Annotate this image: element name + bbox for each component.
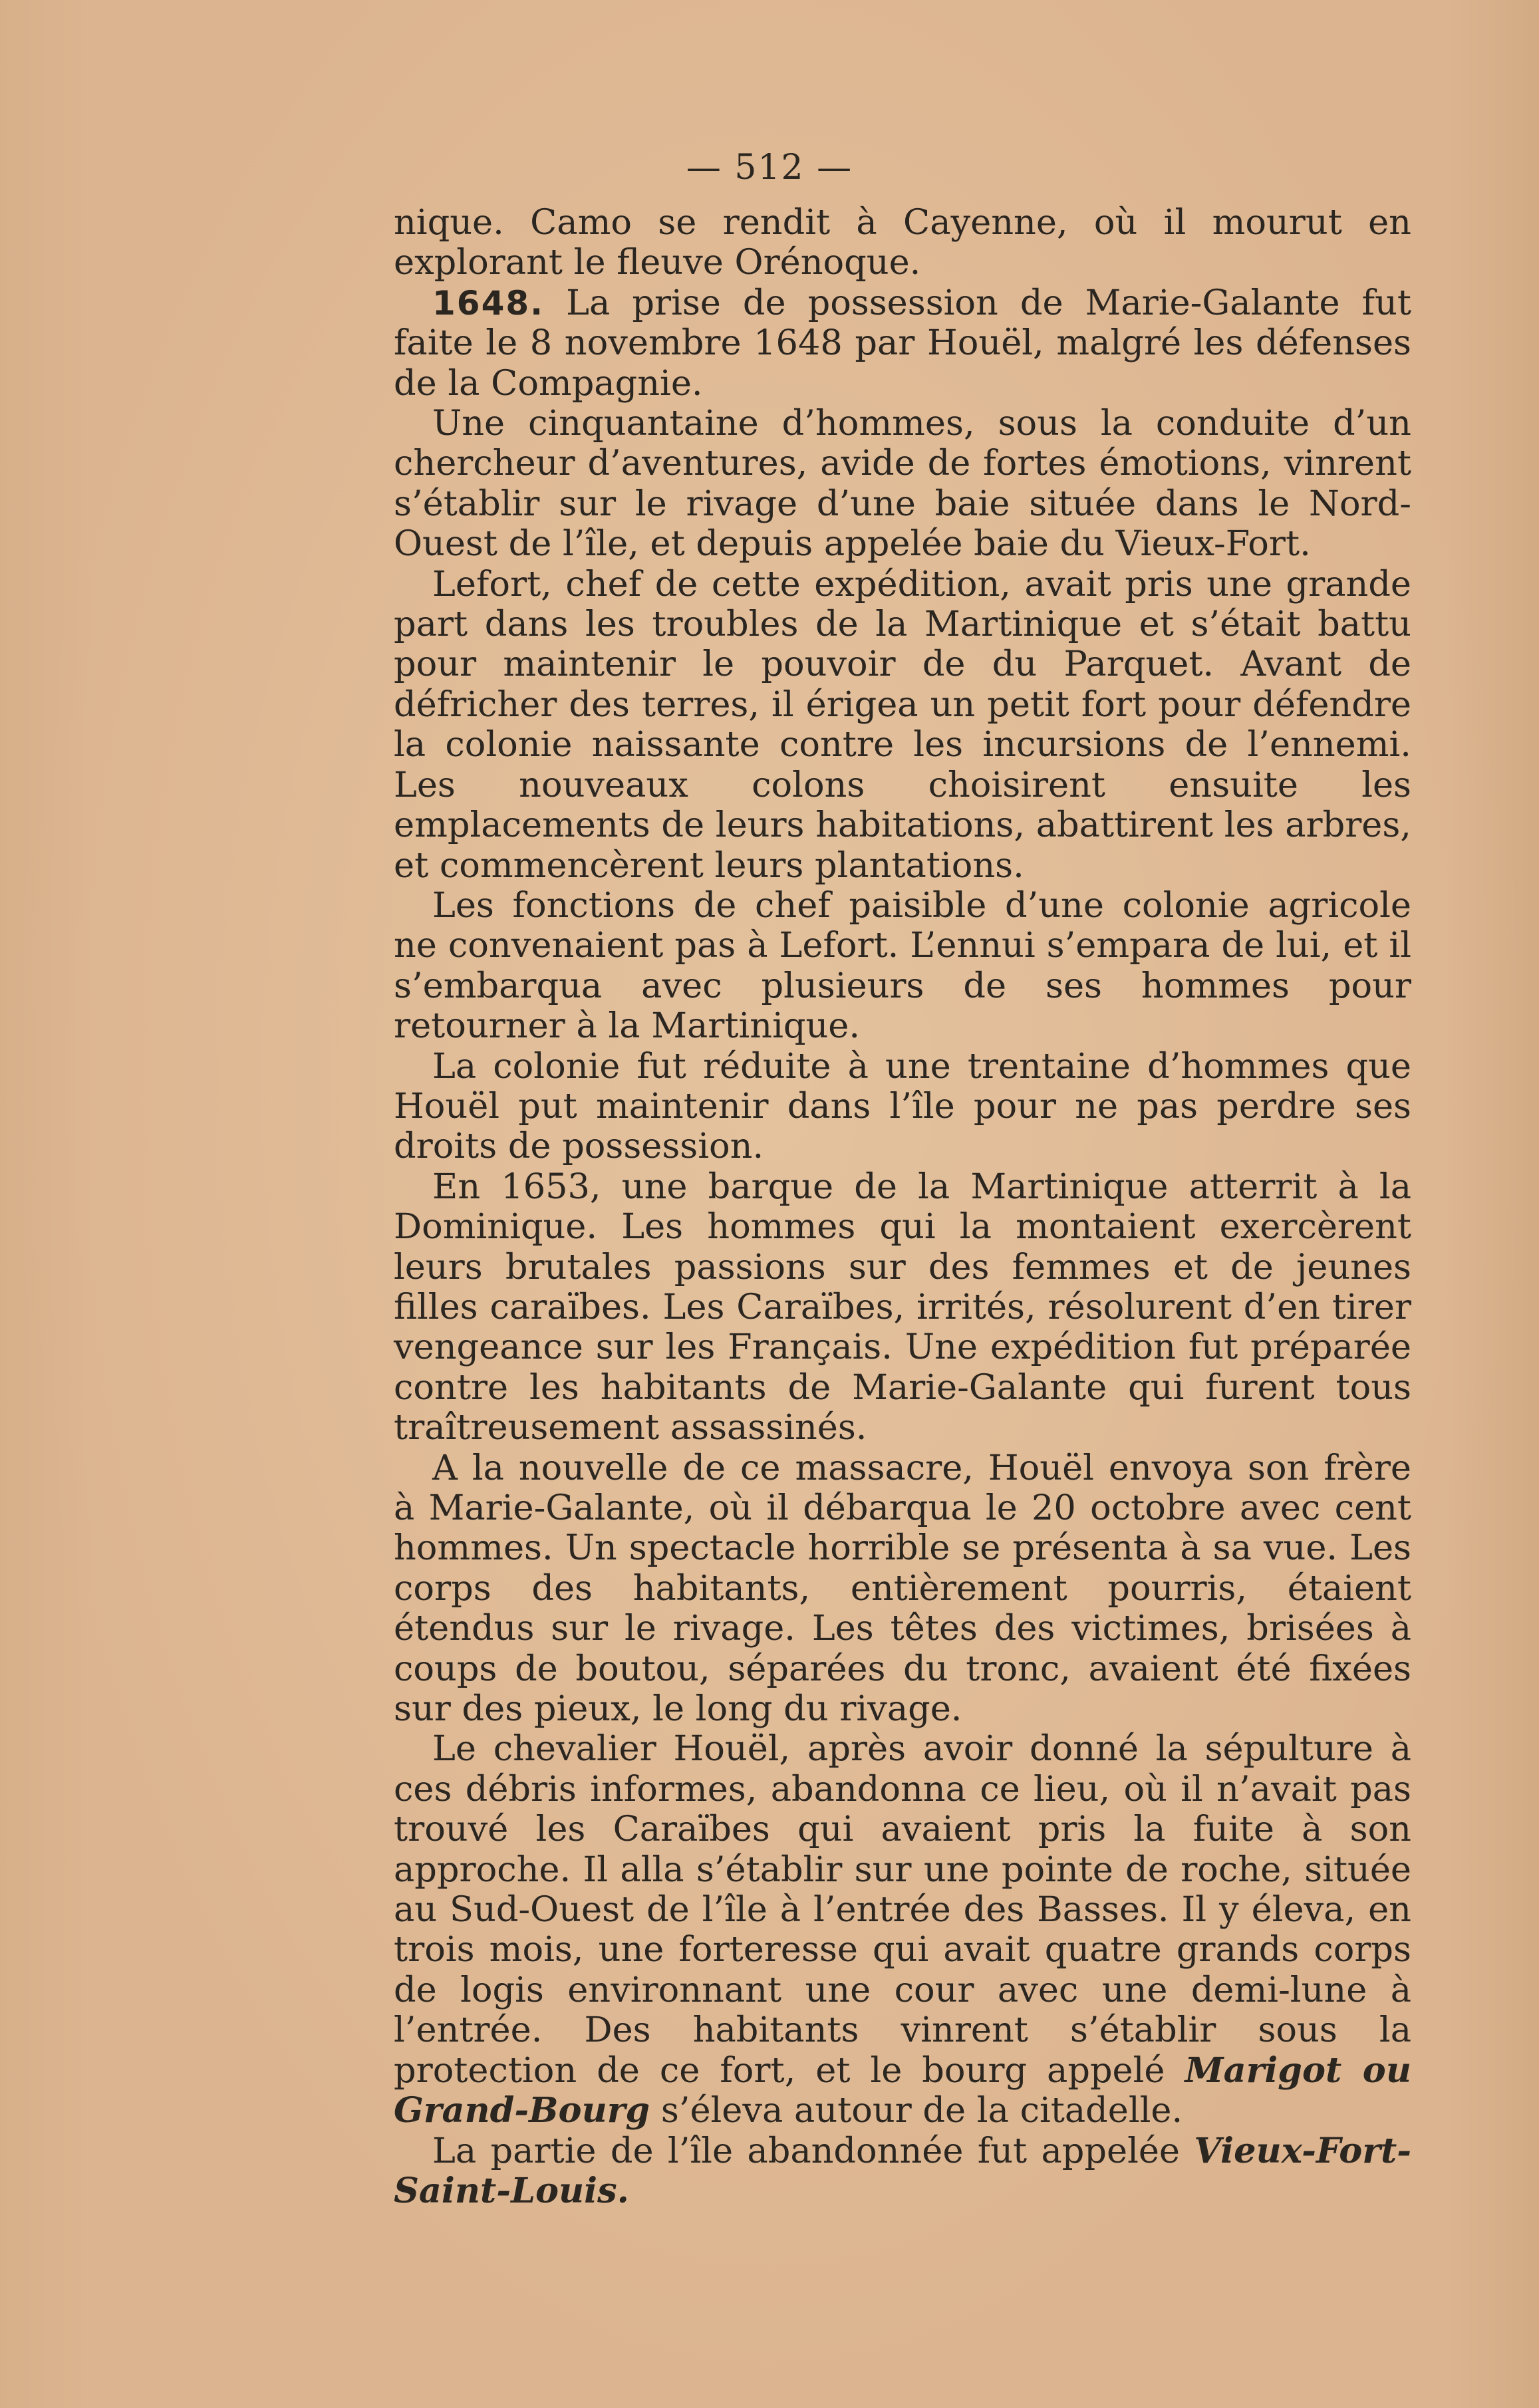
paragraph-text: nique. Camo se rendit à Cayenne, où il mourut en explorant le fleuve Orénoque. — [394, 202, 1411, 283]
paragraph-text: En 1653, une barque de la Martinique atterrit à la Dominique. Les hommes qui la montaient exercèrent leurs brutales passions sur des femmes et de jeunes filles caraïbes. Les Caraïbes, irrités, résolurent d’en tirer vengeance sur les Français. Une expédition fut préparée contre les habitants de Marie-Galante qui furent tous traîtreusement assassinés. — [394, 1166, 1411, 1448]
paragraph-text: A la nouvelle de ce massacre, Houël envoya son frère à Marie-Galante, où il débarqua le 20 octobre avec cent hommes. Un spectacle horrible se présenta à sa vue. Les corps des habitants, entièrement pourris, étaient étendus sur le rivage. Les têtes des victimes, brisées à coups de boutou, séparées du tronc, avaient été fixées sur des pieux, le long du rivage. — [394, 1447, 1411, 1730]
paragraph — [394, 565, 1411, 886]
place-name-italic: Marigot ou Grand-Bourg — [394, 2050, 1411, 2131]
page-number: — 512 — — [686, 148, 853, 188]
paragraph-text: Les fonctions de chef paisible d’une colonie agricole ne convenaient pas à Lefort. L’ennui s’empara de lui, et il s’embarqua avec plusieurs de ses hommes pour retourner à la Martinique. — [394, 884, 1411, 1047]
paragraph-text: La partie de l’île abandonnée fut appelée — [432, 2130, 1194, 2171]
paragraph — [394, 2131, 1411, 2212]
paragraph-text: Lefort, chef de cette expédition, avait pris une grande part dans les troubles de la Martinique et s’était battu pour maintenir le pouvoir de du Parquet. Avant de défricher des terres, il érigea un petit fort pour défendre la colonie naissante contre les incursions de l’ennemi. Les nouveaux colons choisirent ensuite les emplacements de leurs habitations, abattirent les arbres, et commencèrent leurs plantations. — [394, 563, 1411, 886]
paragraph-text: La colonie fut réduite à une trentaine d’hommes que Houël put maintenir dans l’île pour ne pas perdre ses droits de possession. — [394, 1045, 1411, 1167]
paragraph-text: La prise de possession de Marie-Galante fut faite le 8 novembre 1648 par Houël, malgré les défenses de la Compagnie. — [394, 282, 1411, 404]
paragraph — [394, 1448, 1411, 1730]
paragraph-text: Une cinquantaine d’hommes, sous la conduite d’un chercheur d’aventures, avide de fortes émotions, vinrent s’établir sur le rivage d’une baie située dans le Nord-Ouest de l’île, et depuis appelée baie du Vieux-Fort. — [394, 403, 1411, 565]
place-name-italic: Vieux-Fort-Saint-Louis. — [394, 2130, 1411, 2211]
body-text — [394, 203, 1411, 2211]
paragraph-text: Le chevalier Houël, après avoir donné la sépulture à ces débris informes, abandonna ce lieu, où il n’avait pas trouvé les Caraïbes qui avaient pris la fuite à son approche. Il alla s’établir sur une pointe de roche, située au Sud-Ouest de l’île à l’entrée des Basses. Il y éleva, en trois mois, une forteresse qui avait quatre grands corps de logis environnant une cour avec une demi-lune à l’entrée. Des habitants vinrent s’établir sous la protection de ce fort, et le bourg appelé — [394, 1728, 1411, 2091]
paragraph — [394, 1047, 1411, 1167]
paragraph-text: s’éleva autour de la citadelle. — [650, 2090, 1183, 2131]
paragraph — [394, 1729, 1411, 2131]
paragraph — [394, 1167, 1411, 1448]
paragraph — [394, 203, 1411, 283]
paragraph — [394, 404, 1411, 565]
year-heading: 1648. — [432, 283, 545, 323]
paragraph — [394, 283, 1411, 404]
paragraph — [394, 886, 1411, 1047]
